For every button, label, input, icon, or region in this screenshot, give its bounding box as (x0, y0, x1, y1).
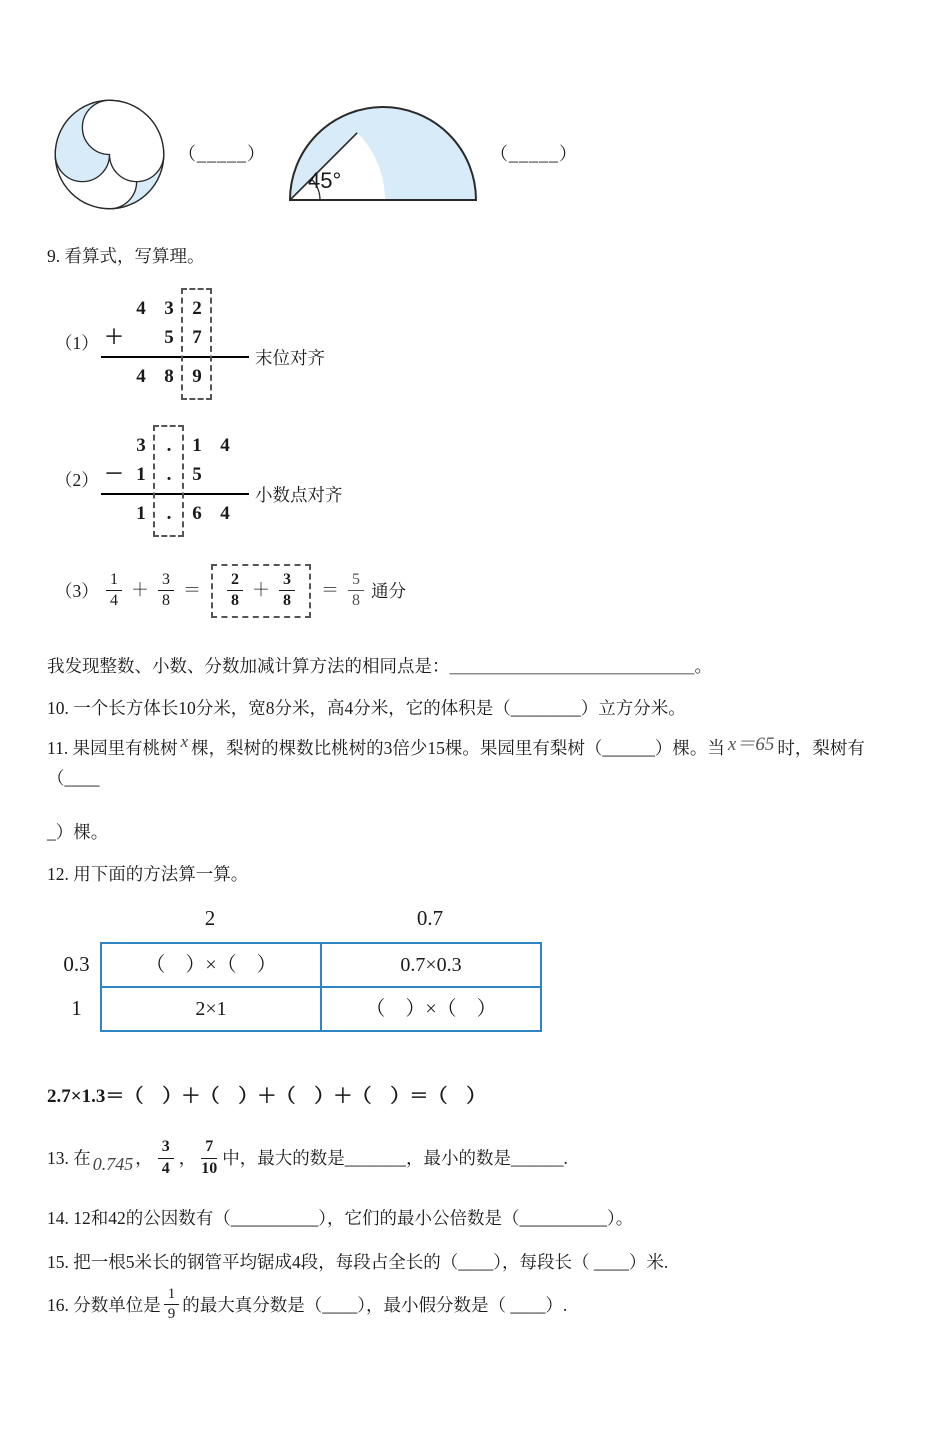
column-header: 2 (204, 906, 216, 931)
q16-text-pre: 16. 分数单位是 (47, 1294, 161, 1315)
fraction-figures-row (53, 97, 910, 212)
calc-row (101, 460, 249, 489)
difference-rule-line (101, 485, 343, 505)
equals-symbol: ＝ (321, 580, 339, 601)
table-row-headers (53, 942, 100, 1032)
operator-cell (101, 499, 127, 528)
question-13 (47, 1138, 910, 1178)
plus-operator: ＋ (104, 327, 124, 348)
digit-cell: 4 (136, 366, 146, 387)
q11-text-mid: 棵，梨树的棵数比桃树的3倍少15棵。果园里有梨树（______）棵。当 (191, 737, 725, 758)
digit-cell: 1 (136, 503, 146, 524)
question-16 (47, 1286, 910, 1324)
question-10: 10. 一个长方体长10分米，宽8分米，高4分米，它的体积是（________）立方分米。 (47, 697, 686, 718)
vertical-subtraction-calc (101, 431, 343, 528)
fraction: $\frac{3}{4}$ (158, 1138, 174, 1178)
q12-multiplication-block (53, 902, 910, 1032)
q9-conclusion-line: 我发现整数、小数、分数加减计算方法的相同点是：＿＿＿＿＿＿＿＿＿＿＿＿＿＿。 (47, 655, 712, 676)
digit-cell: 7 (192, 327, 202, 348)
calc-row (101, 323, 249, 352)
plus-symbol: ＋ (131, 580, 149, 601)
q9-part1-vertical-addition (55, 294, 910, 391)
part2-label: （2） (55, 469, 99, 490)
table-column-headers (100, 902, 910, 936)
question-11-continuation: _）棵。 (47, 822, 109, 843)
decimal-point-cell: . (166, 503, 172, 524)
pinwheel-figure (53, 97, 166, 212)
digit-cell: 1 (136, 464, 146, 485)
operator-cell (101, 362, 127, 391)
q13-decimal-number: 0.745 (92, 1153, 134, 1174)
digit-cell (211, 460, 239, 489)
worksheet-page (0, 97, 950, 1323)
q13-text-post: 中，最大的数是_______，最小的数是______. (222, 1148, 568, 1169)
part3-label: （3） (55, 580, 99, 601)
q11-condition: x＝65 (727, 733, 775, 755)
digit-cell: 4 (220, 503, 230, 524)
fraction: $\frac{3}{8}$ (158, 571, 174, 611)
semicircle-answer-blank: （_____） (490, 144, 578, 165)
calc-row (101, 362, 249, 391)
fraction: $\frac{1}{9}$ (164, 1286, 180, 1324)
table-row (101, 987, 541, 1031)
table-cell: 2×1 (101, 987, 321, 1031)
digit-cell: 4 (136, 298, 146, 319)
digit-cell: 2 (192, 298, 202, 319)
digit-cell: 8 (164, 366, 174, 387)
sum-rule-line (101, 348, 325, 368)
q12-expansion-equation (47, 1082, 910, 1112)
table-with-row-headers (53, 942, 910, 1032)
part1-label: （1） (55, 332, 99, 353)
decimal-point-cell: . (166, 435, 172, 456)
row-header: 1 (71, 995, 82, 1020)
q11-text-post: 时，梨树有（____ (47, 737, 865, 789)
multiplication-table (100, 942, 542, 1032)
table-cell: 0.7×0.3 (321, 943, 541, 987)
fraction: $\frac{3}{8}$ (279, 571, 295, 611)
digit-cell: 3 (164, 298, 174, 319)
equation-rhs: （ ）＋（ ）＋（ ）＋（ ）＝（ ） (124, 1085, 486, 1107)
operator-cell (101, 294, 127, 323)
common-denominator-dashed-box (211, 564, 311, 618)
fraction: $\frac{2}{8}$ (227, 571, 243, 611)
digit-cell (127, 323, 155, 352)
pinwheel-answer-blank: （_____） (178, 144, 266, 165)
part3-note: 通分 (371, 580, 406, 601)
vertical-addition-calc (101, 294, 325, 391)
q11-text-pre: 11. 果园里有桃树 (47, 737, 178, 758)
equation-lhs: 2.7×1.3＝ (47, 1085, 125, 1107)
operator-cell (101, 431, 127, 460)
digit-cell: 9 (192, 366, 202, 387)
q11-variable-x: x (180, 731, 189, 751)
calc-row (101, 499, 249, 528)
q9-part2-vertical-subtraction (55, 431, 910, 528)
part2-note: 小数点对齐 (255, 485, 343, 505)
decimal-point-cell: . (166, 464, 172, 485)
digit-cell: 5 (164, 327, 174, 348)
digit-cell: 3 (136, 435, 146, 456)
part1-note: 末位对齐 (255, 348, 325, 368)
comma: ， (178, 1148, 197, 1169)
digit-cell: 1 (192, 435, 202, 456)
fraction: $\frac{7}{10}$ (201, 1138, 218, 1177)
question-11 (47, 731, 910, 792)
digit-cell: 4 (220, 435, 230, 456)
calc-row (101, 294, 249, 323)
result-fraction: $\frac{5}{8}$ (348, 571, 364, 611)
row-header: 0.3 (63, 951, 90, 976)
digit-cell: 6 (192, 503, 202, 524)
calc-row (101, 431, 249, 460)
semicircle-figure-wrap (288, 105, 478, 205)
equals-symbol: ＝ (183, 580, 201, 601)
angle-label: 45° (308, 167, 342, 193)
column-header: 0.7 (416, 906, 444, 931)
digit-cell: 5 (192, 464, 202, 485)
question-9-title: 9. 看算式，写算理。 (47, 246, 205, 266)
question-15: 15. 把一根5米长的钢管平均锯成4段，每段占全长的（____），每段长（ ____）米. (47, 1251, 669, 1272)
q9-part3-fraction-equation (55, 564, 910, 618)
comma: ， (135, 1148, 153, 1169)
question-12-title: 12. 用下面的方法算一算。 (47, 864, 249, 885)
minus-operator: － (104, 464, 124, 485)
q16-text-post: 的最大真分数是（____），最小假分数是（ ____）. (182, 1294, 568, 1315)
table-row (101, 943, 541, 987)
q13-text-pre: 13. 在 (47, 1148, 91, 1169)
fraction: $\frac{1}{4}$ (106, 571, 122, 611)
table-cell: （ ）×（ ） (321, 987, 541, 1031)
table-cell: （ ）×（ ） (101, 943, 321, 987)
plus-symbol: ＋ (252, 580, 270, 601)
question-14: 14. 12和42的公因数有（__________），它们的最小公倍数是（__________）。 (47, 1207, 634, 1228)
